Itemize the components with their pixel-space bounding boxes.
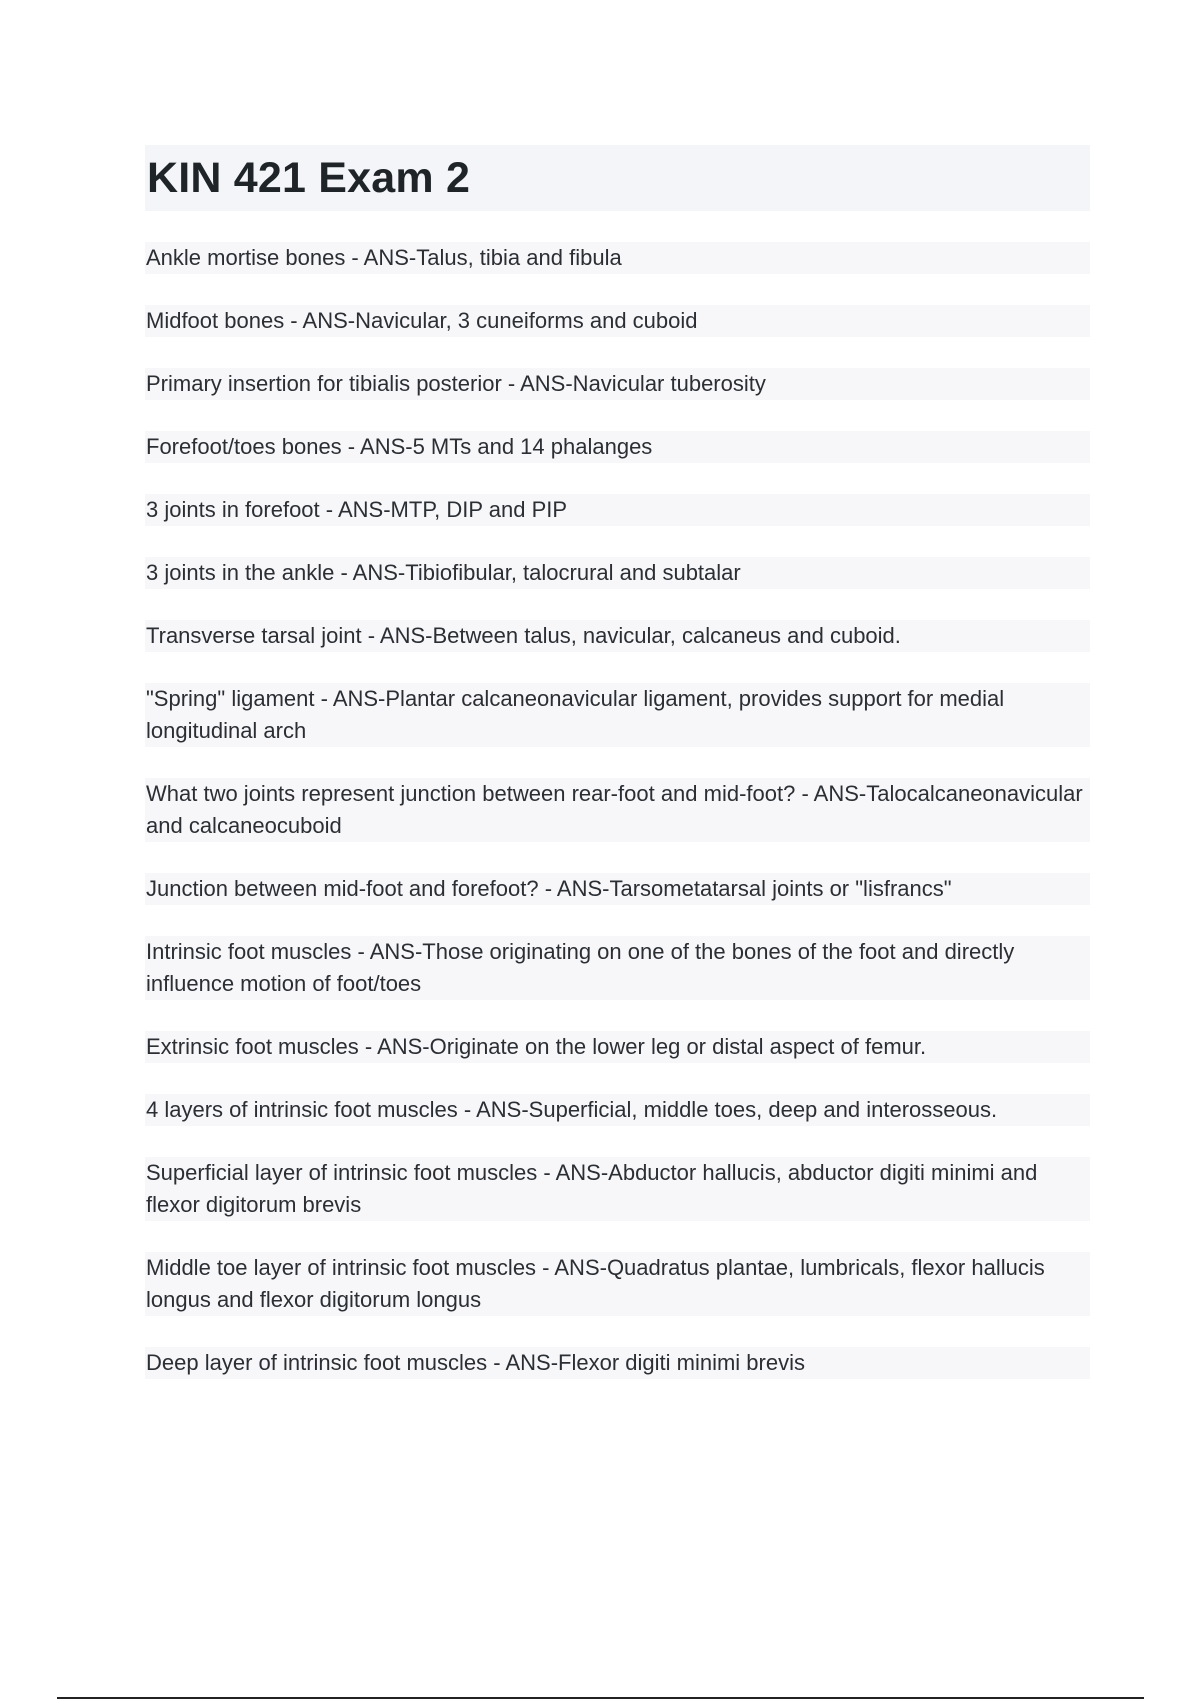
page-bottom-divider (57, 1697, 1144, 1699)
qa-item-intrinsic-layers: 4 layers of intrinsic foot muscles - ANS-Superficial, middle toes, deep and interosseous. (145, 1094, 1090, 1126)
qa-item-transverse-tarsal: Transverse tarsal joint - ANS-Between talus, navicular, calcaneus and cuboid. (145, 620, 1090, 652)
qa-item-ankle-mortise: Ankle mortise bones - ANS-Talus, tibia and fibula (145, 242, 1090, 274)
title-bar (145, 145, 1090, 211)
qa-item-ankle-joints: 3 joints in the ankle - ANS-Tibiofibular, talocrural and subtalar (145, 557, 1090, 589)
qa-item-forefoot-bones: Forefoot/toes bones - ANS-5 MTs and 14 phalanges (145, 431, 1090, 463)
qa-item-spring-ligament: "Spring" ligament - ANS-Plantar calcaneonavicular ligament, provides support for medial longitudinal arch (145, 683, 1090, 747)
qa-item-superficial-layer: Superficial layer of intrinsic foot muscles - ANS-Abductor hallucis, abductor digiti minimi and flexor digitorum brevis (145, 1157, 1090, 1221)
qa-item-midfoot-bones: Midfoot bones - ANS-Navicular, 3 cuneiforms and cuboid (145, 305, 1090, 337)
qa-list (145, 242, 1090, 1379)
qa-item-middle-toe-layer: Middle toe layer of intrinsic foot muscles - ANS-Quadratus plantae, lumbricals, flexor hallucis longus and flexor digitorum longus (145, 1252, 1090, 1316)
document-title: KIN 421 Exam 2 (147, 153, 471, 202)
qa-item-extrinsic-muscles: Extrinsic foot muscles - ANS-Originate on the lower leg or distal aspect of femur. (145, 1031, 1090, 1063)
qa-item-deep-layer: Deep layer of intrinsic foot muscles - ANS-Flexor digiti minimi brevis (145, 1347, 1090, 1379)
qa-item-rearfoot-midfoot-junction: What two joints represent junction between rear-foot and mid-foot? - ANS-Talocalcaneonavicular and calcaneocuboid (145, 778, 1090, 842)
qa-item-intrinsic-muscles: Intrinsic foot muscles - ANS-Those originating on one of the bones of the foot and directly influence motion of foot/toes (145, 936, 1090, 1000)
qa-item-midfoot-forefoot-junction: Junction between mid-foot and forefoot? - ANS-Tarsometatarsal joints or "lisfrancs" (145, 873, 1090, 905)
qa-item-tibialis-posterior: Primary insertion for tibialis posterior - ANS-Navicular tuberosity (145, 368, 1090, 400)
qa-item-forefoot-joints: 3 joints in forefoot - ANS-MTP, DIP and PIP (145, 494, 1090, 526)
document-page (145, 145, 1090, 1410)
